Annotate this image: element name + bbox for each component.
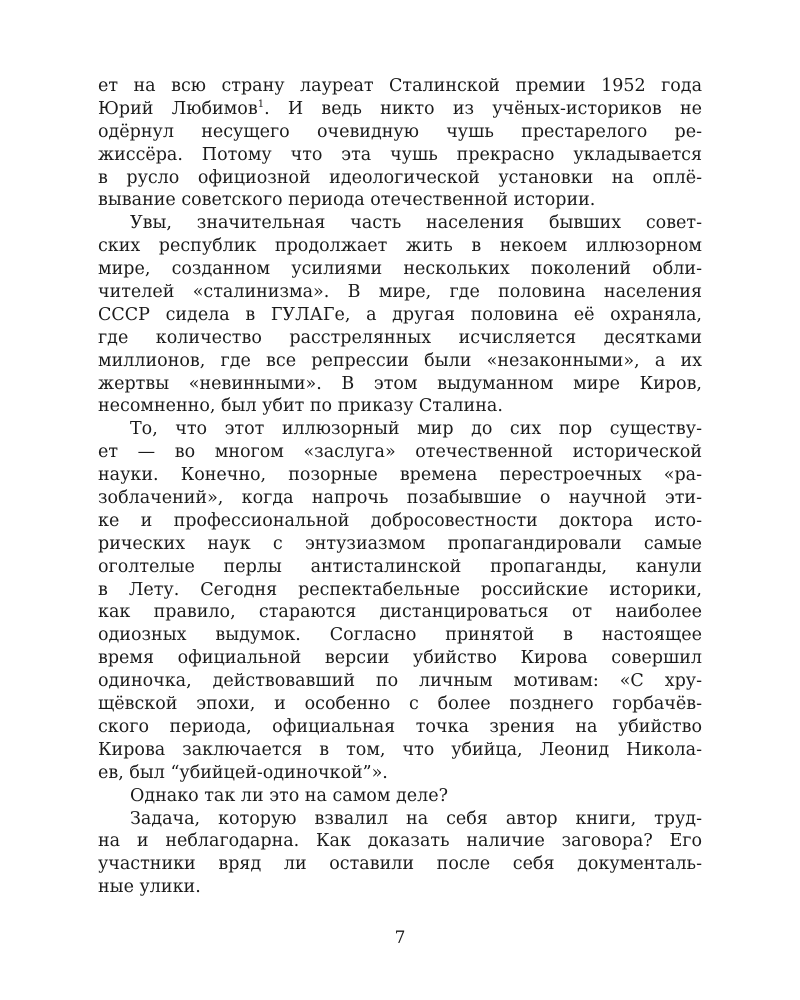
text-line: ет на всю страну лауреат Сталинской премии 1952 года [98, 76, 702, 96]
text-line: как правило, стараются дистанцироваться от наиболее [98, 602, 702, 623]
text-line: несомненно, был убит по приказу Сталина. [98, 396, 503, 417]
text-line: щёвской эпохи, и особенно с более позднего горбачёв- [98, 694, 702, 715]
text-line: оголтелые перлы антисталинской пропаганды, канули [98, 556, 702, 577]
text-line: ные улики. [98, 877, 201, 898]
paragraph [98, 785, 702, 808]
text-line: жиссёра. Потому что эта чушь прекрасно укладывается [98, 144, 702, 165]
text-line: чителей «сталинизма». В мире, где половина населения [98, 282, 702, 303]
text-line: То, что этот иллюзорный мир до сих пор существу- [130, 419, 702, 440]
text-line: СССР сидела в ГУЛАГе, а другая половина её охраняла, [98, 304, 702, 325]
paragraph [98, 212, 702, 418]
text-line: одиозных выдумок. Согласно принятой в настоящее [98, 625, 702, 646]
text-line: мире, созданном усилиями нескольких поколений обли- [98, 259, 702, 280]
text-line: ского периода, официальная точка зрения на убийство [98, 716, 702, 737]
page-number: 7 [394, 928, 406, 948]
text-line: жертвы «невинными». В этом выдуманном мире Киров, [98, 373, 702, 394]
text-fragment: . И ведь никто из учёных-историков не [264, 98, 702, 119]
text-line: где количество расстрелянных исчисляется десятками [98, 327, 702, 348]
text-line [98, 98, 702, 121]
text-line: одёрнул несущего очевидную чушь престарелого ре- [98, 121, 702, 142]
text-line: время официальной версии убийство Кирова совершил [98, 648, 702, 669]
text-line: Увы, значительная часть населения бывших совет- [130, 213, 702, 234]
text-line: миллионов, где все репрессии были «незаконными», а их [98, 350, 702, 371]
text-line: Задача, которую взвалил на себя автор книги, труд- [130, 808, 702, 829]
text-line: вывание советского периода отечественной истории. [98, 190, 596, 211]
paragraph [98, 418, 702, 784]
text-line: на и неблагодарна. Как доказать наличие заговора? Его [98, 831, 702, 852]
text-fragment: Юрий Любимов [98, 98, 258, 119]
text-line: одиночка, действовавший по личным мотивам: «С хру- [98, 671, 702, 692]
text-line: ев, был “убийцей-одиночкой”». [98, 762, 388, 783]
text-line: зоблачений», когда напрочь позабывшие о научной эти- [98, 488, 702, 509]
text-line: Кирова заключается в том, что убийца, Леонид Никола- [98, 739, 702, 760]
footnote-mark: 1 [257, 98, 265, 110]
text-line: ет — во многом «заслуга» отечественной исторической [98, 442, 702, 463]
text-line: ке и профессиональной добросовестности доктора исто- [98, 510, 702, 531]
text-line: в русло официозной идеологической установки на оплё- [98, 167, 702, 188]
paragraph [98, 808, 702, 900]
text-line: участники вряд ли оставили после себя документаль- [98, 854, 702, 875]
text-line: науки. Конечно, позорные времена перестроечных «ра- [98, 465, 702, 486]
text-line: рических наук с энтузиазмом пропагандировали самые [98, 533, 702, 554]
text-line: в Лету. Сегодня респектабельные российские историки, [98, 579, 702, 600]
book-page-body [98, 75, 702, 899]
text-line: Однако так ли это на самом деле? [130, 785, 448, 806]
text-line: ских республик продолжает жить в некоем иллюзорном [98, 236, 702, 257]
paragraph [98, 75, 702, 212]
